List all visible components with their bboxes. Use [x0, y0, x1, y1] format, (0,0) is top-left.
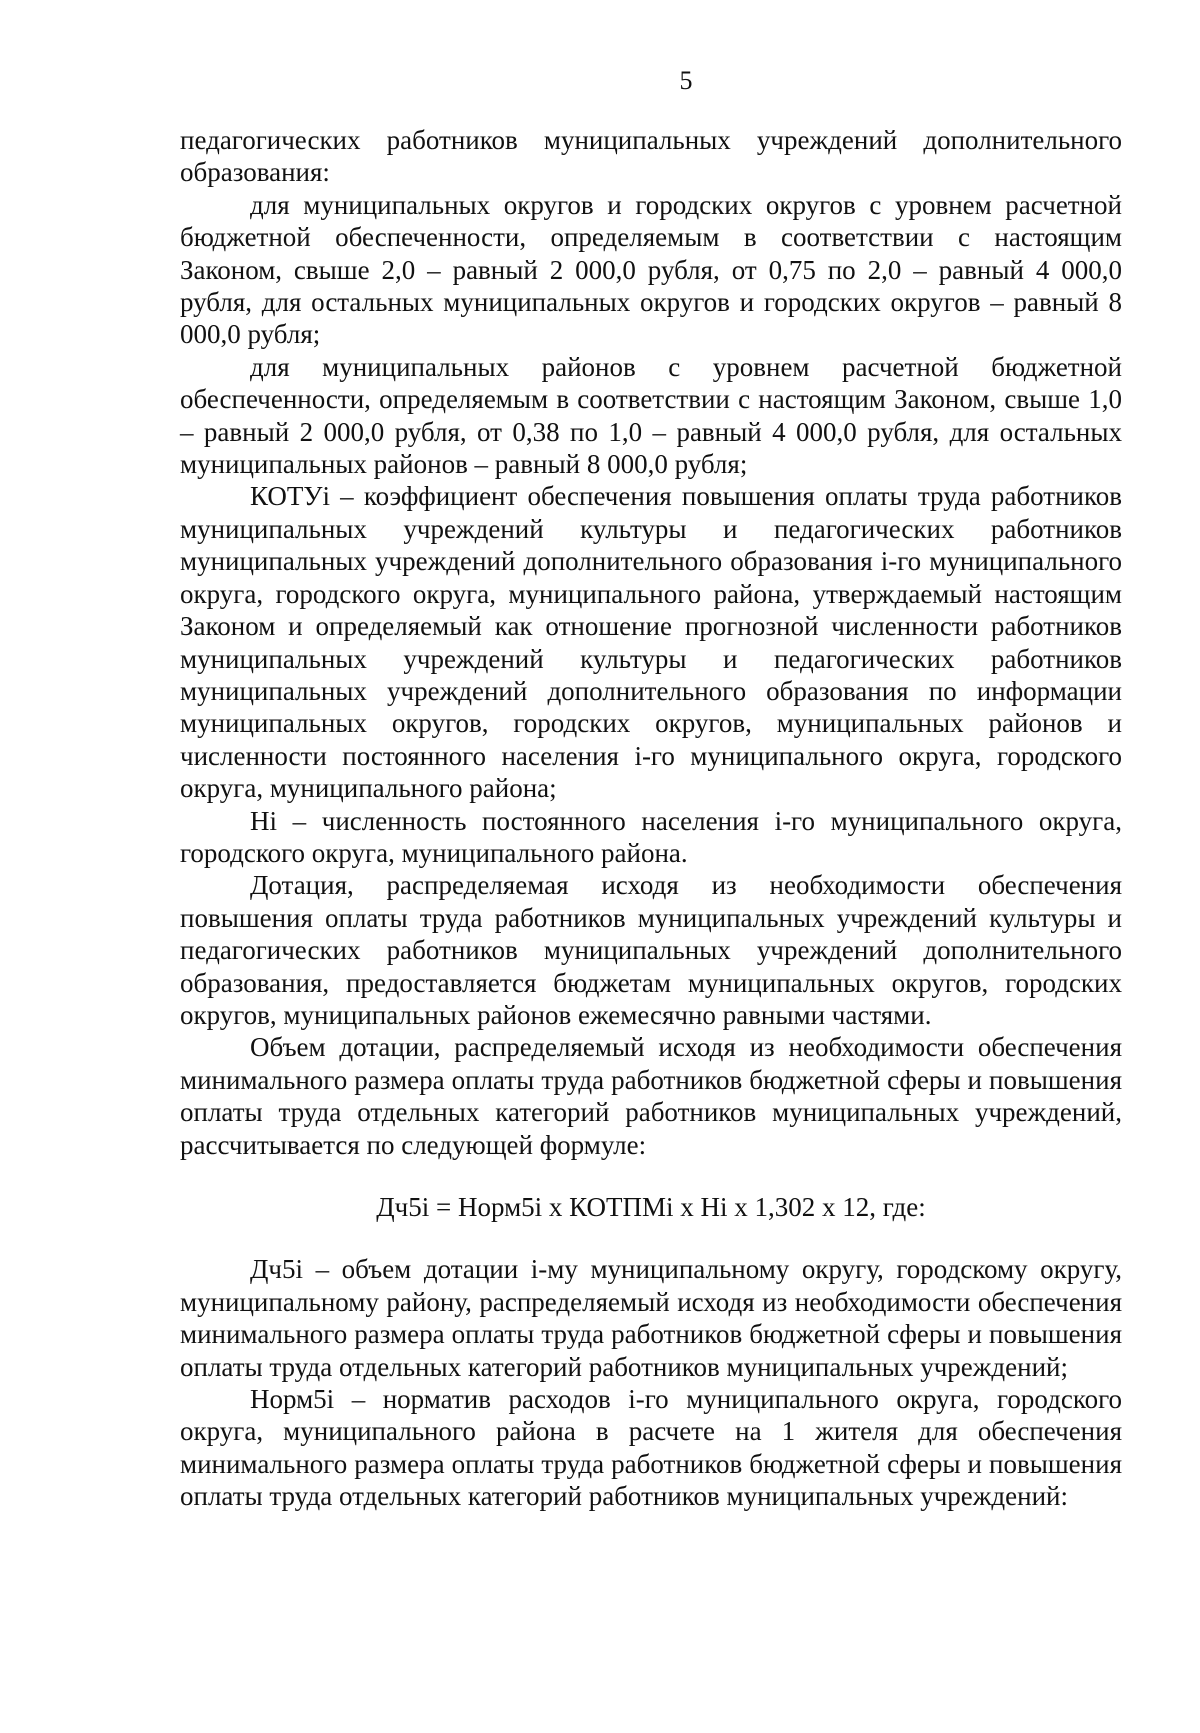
paragraph-subsidy-distribution: Дотация, распределяемая исходя из необходимости обеспечения повышения оплаты труда работников муниципальных учреждений культуры и педагогических работников муниципальных учреждений дополнительного образования, предоставляется бюджетам муниципальных округов, городских округов, муниципальных районов ежемесячно равными частями. [180, 870, 1122, 1030]
paragraph-subsidy-volume: Объем дотации, распределяемый исходя из необходимости обеспечения минимального размера оплаты труда работников бюджетной сферы и повышения оплаты труда отдельных категорий работников муниципальных учреждений, рассчитывается по следующей формуле: [180, 1032, 1122, 1160]
document-body [180, 124, 1122, 1513]
paragraph-dch5i-definition: Дч5i – объем дотации i-му муниципальному округу, городскому округу, муниципальному району, распределяемый исходя из необходимости обеспечения минимального размера оплаты труда работников бюджетной сферы и повышения оплаты труда отдельных категорий работников муниципальных учреждений; [180, 1254, 1122, 1382]
page-number: 5 [679, 66, 693, 95]
paragraph-municipal-districts-norm: для муниципальных округов и городских округов с уровнем расчетной бюджетной обеспеченности, определяемым в соответствии с настоящим Законом, свыше 2,0 – равный 2 000,0 рубля, от 0,75 по 2,0 – равный 4 000,0 рубля, для остальных муниципальных округов и городских округов – равный 8 000,0 рубля; [180, 189, 1122, 350]
paragraph-kotu-definition: КОТУi – коэффициент обеспечения повышения оплаты труда работников муниципальных учреждений культуры и педагогических работников муниципальных учреждений дополнительного образования i-го муниципального округа, городского округа, муниципального района, утверждаемый настоящим Законом и определяемый как отношение прогнозной численности работников муниципальных учреждений культуры и педагогических работников муниципальных учреждений дополнительного образования по информации муниципальных округов, городских округов, муниципальных районов и численности постоянного населения i-го муниципального округа, городского округа, муниципального района; [180, 481, 1122, 804]
paragraph-hi-definition: Hi – численность постоянного населения i-го муниципального округа, городского округа, муниципального района. [180, 805, 1122, 868]
paragraph-continuation: педагогических работников муниципальных учреждений дополнительного образования: [180, 125, 1122, 188]
paragraph-norm5i-definition: Норм5i – норматив расходов i-го муниципального округа, городского округа, муниципального района в расчете на 1 жителя для обеспечения минимального размера оплаты труда работников бюджетной сферы и повышения оплаты труда отдельных категорий работников муниципальных учреждений: [180, 1384, 1122, 1512]
formula: Дч5i = Норм5i x КОТПМi x Hi x 1,302 x 12, где: [376, 1192, 926, 1222]
paragraph-municipal-regions-norm: для муниципальных районов с уровнем расчетной бюджетной обеспеченности, определяемым в соответствии с настоящим Законом, свыше 1,0 – равный 2 000,0 рубля, от 0,38 по 1,0 – равный 4 000,0 рубля, для остальных муниципальных районов – равный 8 000,0 рубля; [180, 351, 1122, 480]
